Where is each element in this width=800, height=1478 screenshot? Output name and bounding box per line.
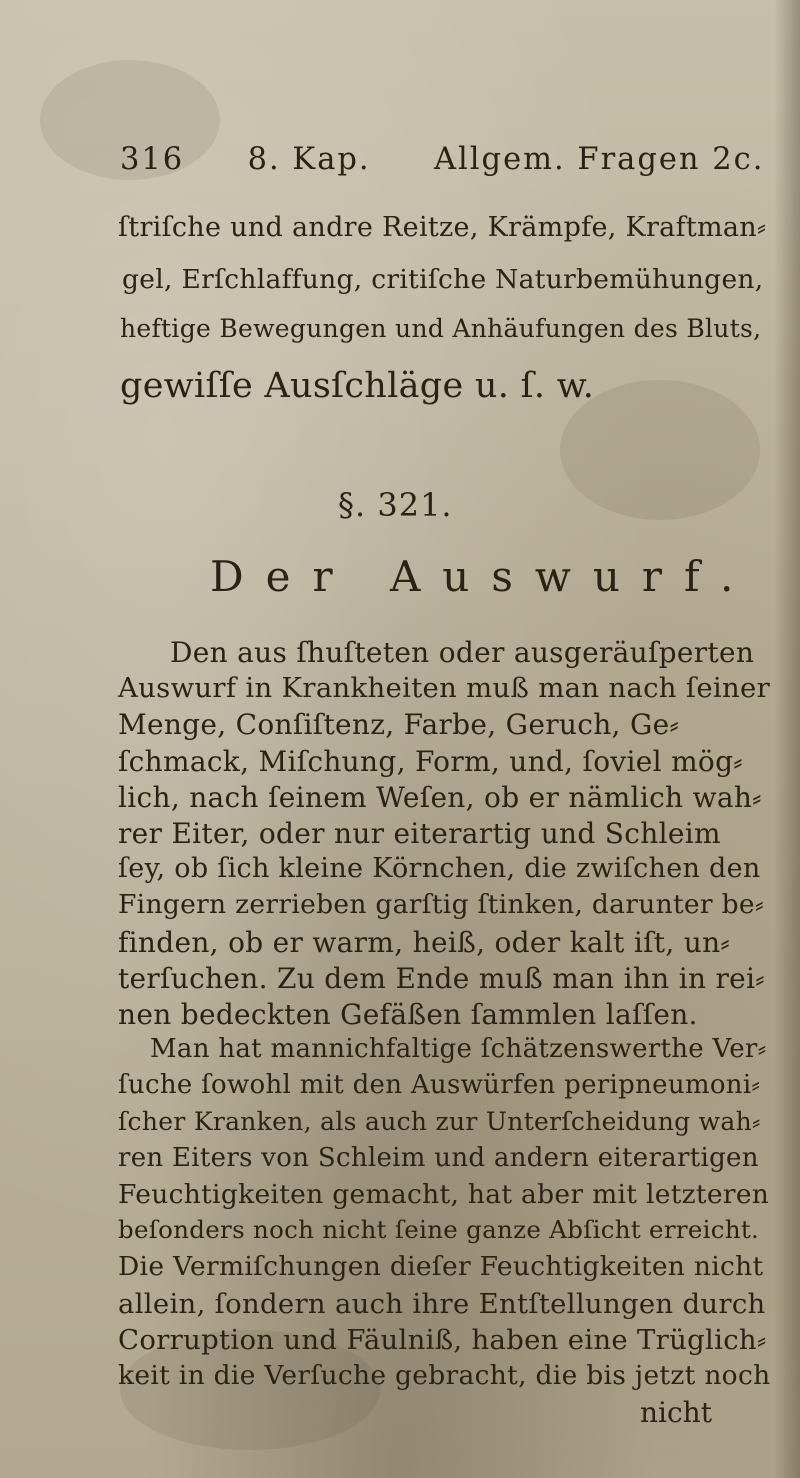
- text-line: nen bedeckten Gefäßen ſammlen laſſen.: [118, 998, 698, 1031]
- text-line: ſchmack, Miſchung, Form, und, ſoviel mög⸗: [118, 744, 743, 778]
- text-line: Fingern zerrieben garſtig ſtinken, darunter be⸗: [118, 889, 764, 921]
- page-edge-shadow: [774, 0, 800, 1478]
- text-line: beſonders noch nicht ſeine ganze Abſicht erreicht.: [118, 1215, 760, 1245]
- text-line: ſey, ob ſich kleine Körnchen, die zwiſchen den: [118, 853, 761, 885]
- text-line: ren Eiters von Schleim und andern eiterartigen: [118, 1142, 759, 1173]
- section-number: §. 321.: [338, 486, 453, 524]
- text-line: finden, ob er warm, heiß, oder kalt iſt, un⸗: [118, 925, 731, 959]
- chapter-label: 8. Kap.: [247, 142, 371, 177]
- text-line: Menge, Conſiſtenz, Farbe, Geruch, Ge⸗: [118, 708, 680, 742]
- text-line: Corruption und Fäulniß, haben eine Trüglich⸗: [118, 1323, 767, 1356]
- section-title: Der Auswurf.: [210, 552, 756, 601]
- text-line: Feuchtigkeiten gemacht, hat aber mit letzteren: [118, 1179, 770, 1210]
- text-line: Man hat mannichfaltige ſchätzenswerthe Ver⸗: [150, 1034, 767, 1065]
- text-line: Auswurf in Krankheiten muß man nach ſeiner: [118, 672, 771, 705]
- text-line: ſcher Kranken, als auch zur Unterſcheidung wah⸗: [118, 1106, 761, 1136]
- text-line: ſuche ſowohl mit den Auswürfen peripneumoni⸗: [118, 1070, 761, 1101]
- page-number: 316: [120, 142, 185, 177]
- text-line: rer Eiter, oder nur eiterartig und Schleim: [118, 817, 721, 850]
- text-line: ſtriſche und andre Reitze, Krämpfe, Kraftman⸗: [118, 212, 767, 243]
- text-line: terſuchen. Zu dem Ende muß man ihn in rei⸗: [118, 961, 765, 995]
- text-line: gel, Erſchlaffung, critiſche Naturbemühungen,: [122, 264, 764, 295]
- text-line: heftige Bewegungen und Anhäufungen des Bluts,: [120, 314, 762, 343]
- running-header: [120, 142, 764, 177]
- running-title: Allgem. Fragen 2c.: [434, 142, 765, 177]
- text-line: Den aus ſhuſteten oder ausgeräuſperten: [170, 636, 755, 669]
- catchword: nicht: [640, 1396, 712, 1430]
- text-line: keit in die Verſuche gebracht, die bis jetzt noch: [118, 1360, 771, 1391]
- text-line: gewiſſe Ausſchläge u. ſ. w.: [120, 366, 595, 406]
- text-line: allein, ſondern auch ihre Entſtellungen durch: [118, 1287, 766, 1320]
- text-line: lich, nach ſeinem Weſen, ob er nämlich wah⸗: [118, 780, 762, 814]
- text-line: Die Vermiſchungen dieſer Feuchtigkeiten nicht: [118, 1251, 764, 1283]
